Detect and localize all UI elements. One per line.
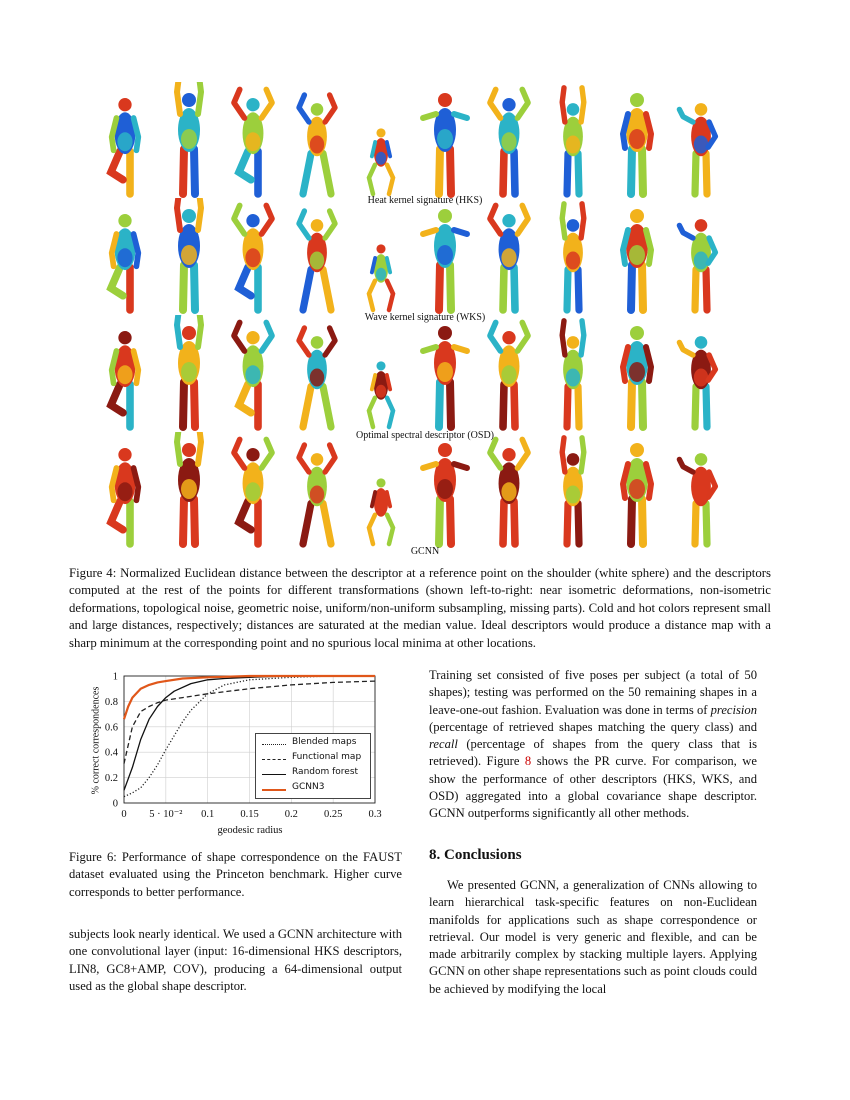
figure-row-wks: [95, 198, 735, 316]
x-tick-label: 0.2: [284, 809, 298, 820]
chart-xlabel: geodesic radius: [217, 825, 283, 836]
row-caption-wks: Wave kernel signature (WKS): [364, 312, 486, 323]
human-figure: [562, 321, 584, 427]
human-figure: [562, 204, 584, 310]
human-figure: [623, 443, 651, 544]
hks-figures: [95, 82, 735, 200]
human-figure: [111, 448, 138, 544]
legend-label-blended: Blended maps: [292, 737, 357, 747]
row-caption-hks: Heat kernel signature (HKS): [367, 195, 483, 206]
human-figure: [234, 440, 272, 545]
gcnn-figures: [95, 432, 735, 550]
y-tick-label: 0: [112, 798, 118, 810]
human-figure: [299, 445, 335, 544]
human-figure: [299, 211, 335, 310]
human-figure: [369, 361, 393, 427]
human-figure: [623, 93, 651, 194]
human-figure: [679, 336, 715, 427]
y-tick-label: 0.2: [104, 773, 118, 785]
legend-swatch-forest: [262, 774, 286, 775]
legend-label-functional: Functional map: [292, 752, 362, 762]
figure6-caption: Figure 6: Performance of shape correspondence on the FAUST dataset evaluated using the Princeton benchmark. Higher curve corresponds to better performance.: [69, 850, 402, 899]
x-tick-label: 5 · 10⁻²: [149, 809, 183, 820]
human-figure: [177, 315, 201, 427]
x-tick-label: 0.25: [323, 809, 343, 820]
y-tick-label: 0.6: [104, 722, 118, 734]
x-tick-label: 0.15: [240, 809, 259, 820]
row-caption-gcnn: GCNN: [410, 546, 440, 557]
right-col-paragraph-1: [429, 667, 757, 823]
conclusions-heading: 8. Conclusions: [429, 847, 522, 863]
human-figure: [299, 95, 335, 194]
figure-row-osd: [95, 315, 735, 433]
legend-label-gcnn: GCNN3: [292, 782, 325, 792]
chart-legend: [255, 733, 371, 799]
human-figure: [423, 93, 467, 194]
left-col-paragraph: subjects look nearly identical. We used a GCNN architecture with one convolutional layer (input: 16-dimensional HKS descriptors, LIN8, GC8+AMP, COV), producing a 64-dimensional output used as the global shape descriptor.: [69, 927, 402, 993]
para1-text-c: (percentage of shapes from the query class that is retrieved). Figure: [429, 737, 757, 769]
legend-swatch-blended: [262, 744, 286, 745]
human-figure: [562, 438, 584, 544]
human-figure: [177, 432, 201, 544]
human-figure: [299, 328, 335, 427]
recall-term: recall: [429, 737, 458, 752]
human-figure: [679, 453, 715, 544]
human-figure: [234, 323, 272, 428]
human-figure: [369, 128, 393, 194]
y-tick-label: 0.4: [104, 747, 118, 759]
human-figure: [369, 244, 393, 310]
human-figure: [177, 82, 201, 194]
x-tick-label: 0.3: [368, 809, 382, 820]
figure-row-hks: [95, 82, 735, 200]
human-figure: [562, 88, 584, 194]
human-figure: [177, 198, 201, 310]
row-caption-osd: Optimal spectral descriptor (OSD): [355, 430, 495, 441]
human-figure: [490, 206, 528, 311]
figure-row-gcnn: [95, 432, 735, 550]
human-figure: [111, 98, 138, 194]
human-figure: [234, 90, 272, 195]
para1-text-a: Training set consisted of five poses per subject (a total of 50 shapes); testing was performed on the 50 remaining shapes in a leave-one-out fashion. Evaluation was done in terms of: [429, 668, 757, 717]
figure4-caption: Figure 4: Normalized Euclidean distance between the descriptor at a reference point on the shoulder (white sphere) and the descriptors computed at the rest of the points for different transformations (shown left-to-right: near isometric deformations, non-isometric deformations, topological noise, geometric noise, uniform/non-uniform subsampling, missing parts). Cold and hot colors represent small and large distances, respectively; distances are saturated at the median value. Ideal descriptors would produce a distance map with a sharp minimum at the corresponding point and no spurious local minima at other locations.: [69, 566, 771, 650]
legend-label-forest: Random forest: [292, 767, 359, 777]
human-figure: [111, 331, 138, 427]
y-tick-label: 0.8: [104, 696, 118, 708]
para1-text-d: shows the PR curve. For comparison, we show the performance of other descriptors (HKS, WKS, and OSD) aggregated into a global covariance shape descriptor. GCNN outperforms significantly all other methods.: [429, 754, 757, 821]
y-tick-label: 1: [112, 671, 118, 683]
human-figure: [234, 206, 272, 311]
human-figure: [623, 209, 651, 310]
legend-swatch-gcnn: [262, 789, 286, 791]
figure-8-link[interactable]: 8: [524, 754, 532, 769]
human-figure: [490, 440, 528, 545]
human-figure: [679, 103, 715, 194]
osd-figures: [95, 315, 735, 433]
human-figure: [623, 326, 651, 427]
wks-figures: [95, 198, 735, 316]
human-figure: [679, 219, 715, 310]
x-tick-label: 0.1: [201, 809, 215, 820]
human-figure: [369, 478, 393, 544]
human-figure: [111, 214, 138, 310]
x-tick-label: 0: [121, 809, 127, 820]
human-figure: [423, 326, 467, 427]
para1-text-b: (percentage of retrieved shapes matching the query class) and: [429, 719, 757, 734]
conclusions-paragraph: We presented GCNN, a generalization of CNNs allowing to learn hierarchical task-specific features on non-Euclidean manifolds for applications such as shape correspondence or retrieval. Our model is very generic and flexible, and can be made arbitrarily complex by stacking multiple layers. Applying GCNN on other shape representations such as point clouds could be achieved by modifying the local: [429, 878, 757, 996]
precision-term: precision: [710, 702, 757, 717]
human-figure: [490, 323, 528, 428]
chart-ylabel: % correct correspondences: [90, 686, 102, 795]
human-figure: [423, 443, 467, 544]
legend-swatch-functional: [262, 759, 286, 760]
human-figure: [490, 90, 528, 195]
human-figure: [423, 209, 467, 310]
